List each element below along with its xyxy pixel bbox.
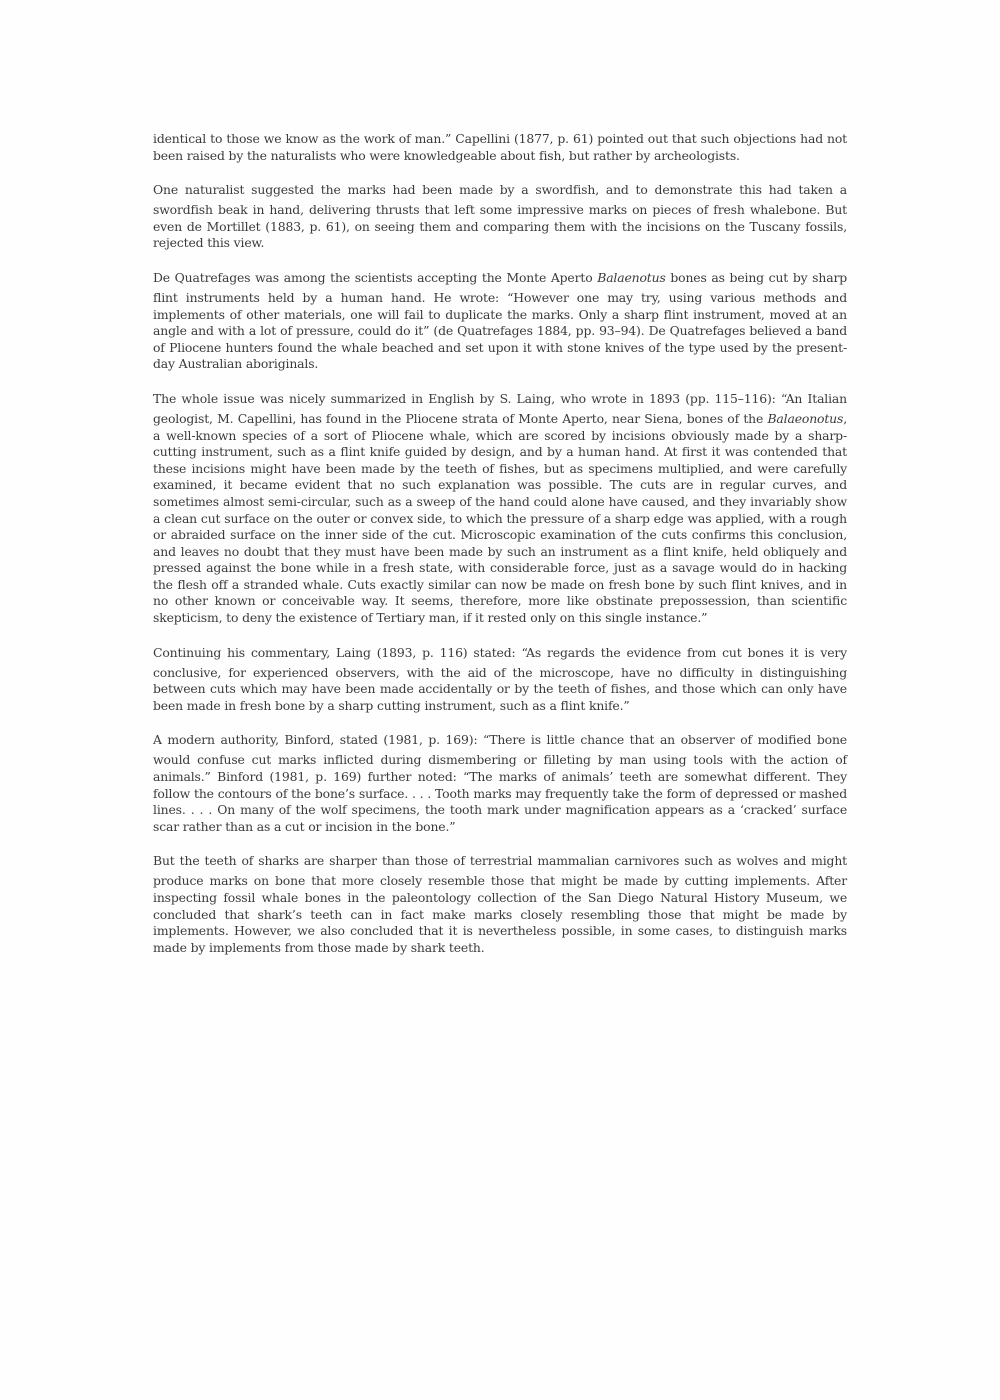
text-run: , a well-known species of a sort of Pliocene whale, which are scored by incisions obviously made by a sharp-cutting instrument, such as a flint knife guided by design, and by a human hand. At first it was contended that these incisions might have been made by the teeth of fishes, but as specimens multiplied, and were carefully examined, it became evident that no such explanation was possible. The cuts are in regular curves, and sometimes almost semi-circular, such as a sweep of the hand could alone have caused, and they invariably show a clean cut surface on the outer or convex side, to which the pressure of a sharp edge was applied, with a rough or abraided surface on the inner side of the cut. Microscopic examination of the cuts confirms this conclusion, and leaves no doubt that they must have been made by such an instrument as a flint knife, held obliquely and pressed against the bone while in a fresh state, with considerable force, just as a savage would do in hacking the flesh off a stranded whale. Cuts exactly similar can now be made on fresh bone by such flint knives, and in no other known or conceivable way. It seems, therefore, more like obstinate prepossession, than scientific skepticism, to deny the existence of Tertiary man, if it rested only on this single instance.” [153,410,847,626]
paragraph [153,727,847,835]
text-run: The whole issue was nicely summarized in English by S. Laing, who wrote in 1893 (pp. 115–116): “An Italian geologist, M. Capellini, has found in the Pliocene strata of Monte Aperto, near Siena, bones of the [153,390,847,426]
paragraph [153,131,847,164]
species-name-italic: Balaenotus [597,269,666,285]
text-run: But the teeth of sharks are sharper than those of terrestrial mammalian carnivores such as wolves and might produce marks on bone that more closely resemble those that might be made by cutting implements. After inspecting fossil whale bones in the paleontology collection of the San Diego Natural History Museum, we concluded that shark’s teeth can in fact make marks closely resembling those that might be made by implements. However, we also concluded that it is nevertheless possible, in some cases, to distinguish marks made by implements from those made by shark teeth. [153,853,847,955]
paragraph [153,386,847,627]
paragraph [153,177,847,252]
text-run: identical to those we know as the work of man.” Capellini (1877, p. 61) pointed out that such objections had not been raised by the naturalists who were knowledgeable about fish, but rather by archeologists. [153,131,847,163]
species-name-italic: Balaeonotus [767,410,844,426]
paragraph [153,848,847,956]
text-run: De Quatrefages was among the scientists accepting the Monte Aperto [153,269,598,285]
paragraph [153,640,847,715]
text-run: One naturalist suggested the marks had been made by a swordfish, and to demonstrate this had taken a swordfish beak in hand, delivering thrusts that left some impressive marks on pieces of fresh whalebone. But even de Mortillet (1883, p. 61), on seeing them and comparing them with the incisions on the Tuscany fossils, rejected this view. [153,182,847,251]
body-text-column [153,131,847,969]
paragraph [153,265,847,373]
text-run: bones as being cut by sharp flint instruments held by a human hand. He wrote: “However one may try, using various methods and implements of other materials, one will fail to duplicate the marks. Only a sharp flint instrument, moved at an angle and with a lot of pressure, could do it” (de Quatrefages 1884, pp. 93–94). De Quatrefages believed a band of Pliocene hunters found the whale beached and set upon it with stone knives of the type used by the present-day Australian aboriginals. [153,269,847,372]
text-run: Continuing his commentary, Laing (1893, p. 116) stated: “As regards the evidence from cut bones it is very conclusive, for experienced observers, with the aid of the microscope, have no difficulty in distinguishing between cuts which may have been made accidentally or by the teeth of fishes, and those which can only have been made in fresh bone by a sharp cutting instrument, such as a flint knife.” [153,644,847,713]
text-run: A modern authority, Binford, stated (1981, p. 169): “There is little chance that an observer of modified bone would confuse cut marks inflicted during dismembering or filleting by man using tools with the action of animals.” Binford (1981, p. 169) further noted: “The marks of animals’ teeth are somewhat different. They follow the contours of the bone’s surface. . . . Tooth marks may frequently take the form of depressed or mashed lines. . . . On many of the wolf specimens, the tooth mark under magnification appears as a ‘cracked’ surface scar rather than as a cut or incision in the bone.” [153,732,847,834]
